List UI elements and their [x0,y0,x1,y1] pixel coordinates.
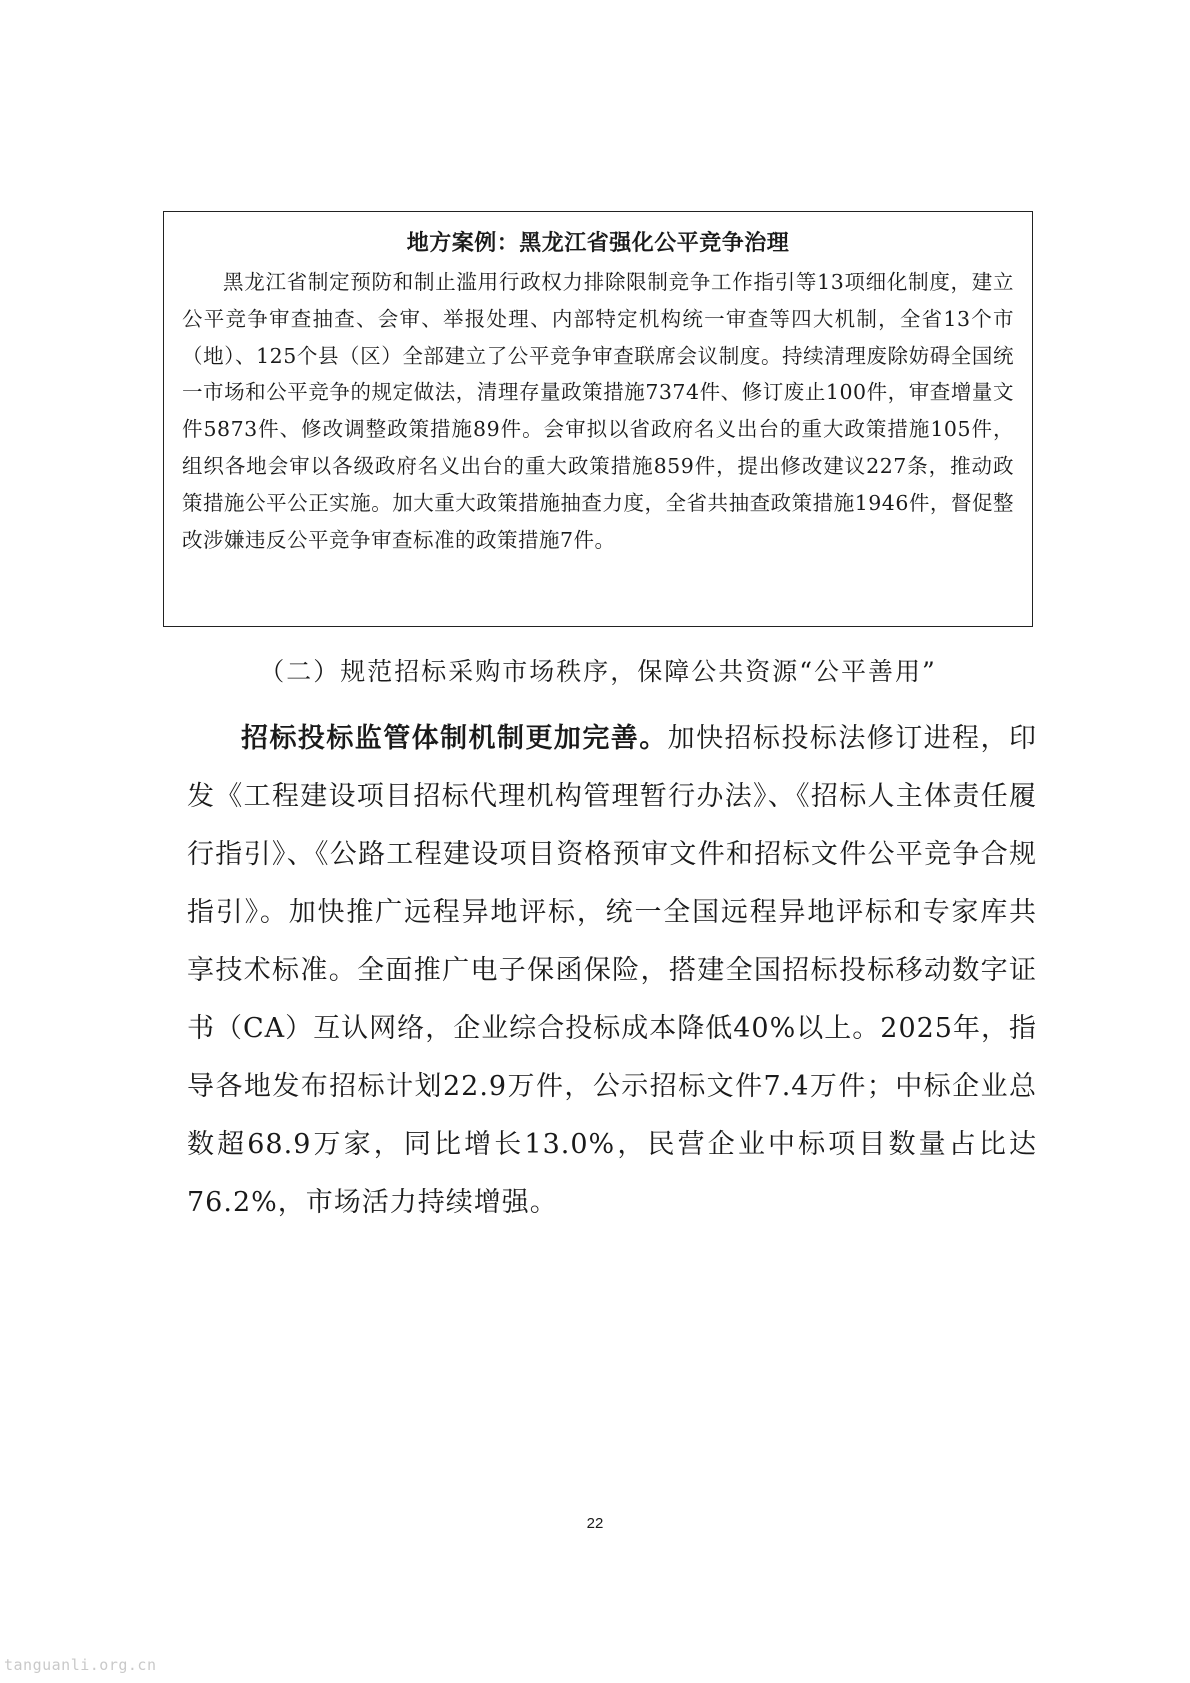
case-title: 地方案例：黑龙江省强化公平竞争治理 [406,231,790,256]
case-body: 黑龙江省制定预防和制止滥用行政权力排除限制竞争工作指引等13项细化制度，建立公平竞争审查抽查、会审、举报处理、内部特定机构统一审查等四大机制，全省13个市（地）、125个县（区）全部建立了公平竞争审查联席会议制度。持续清理废除妨碍全国统一市场和公平竞争的规定做法，清理存量政策措施7374件、修订废止100件，审查增量文件5873件、修改调整政策措施89件。会审拟以省政府名义出台的重大政策措施105件，组织各地会审以各级政府名义出台的重大政策措施859件，提出修改建议227条，推动政策措施公平公正实施。加大重大政策措施抽查力度，全省共抽查政策措施1946件，督促整改涉嫌违反公平竞争审查标准的政策措施7件。 [182,270,1014,552]
watermark: tanguanli.org.cn [4,1656,157,1674]
paragraph-lead: 招标投标监管体制机制更加完善。 [241,723,668,754]
main-paragraph [187,710,1037,1232]
section-heading: （二）规范招标采购市场秩序，保障公共资源“公平善用” [259,657,937,686]
local-case-box [163,211,1033,627]
page-number: 22 [586,1515,604,1532]
paragraph-body: 加快招标投标法修订进程，印发《工程建设项目招标代理机构管理暂行办法》、《招标人主体责任履行指引》、《公路工程建设项目资格预审文件和招标文件公平竞争合规指引》。加快推广远程异地评标，统一全国远程异地评标和专家库共享技术标准。全面推广电子保函保险，搭建全国招标投标移动数字证书（CA）互认网络，企业综合投标成本降低40%以上。2025年，指导各地发布招标计划22.9万件，公示招标文件7.4万件；中标企业总数超68.9万家，同比增长13.0%，民营企业中标项目数量占比达76.2%，市场活力持续增强。 [187,723,1038,1218]
